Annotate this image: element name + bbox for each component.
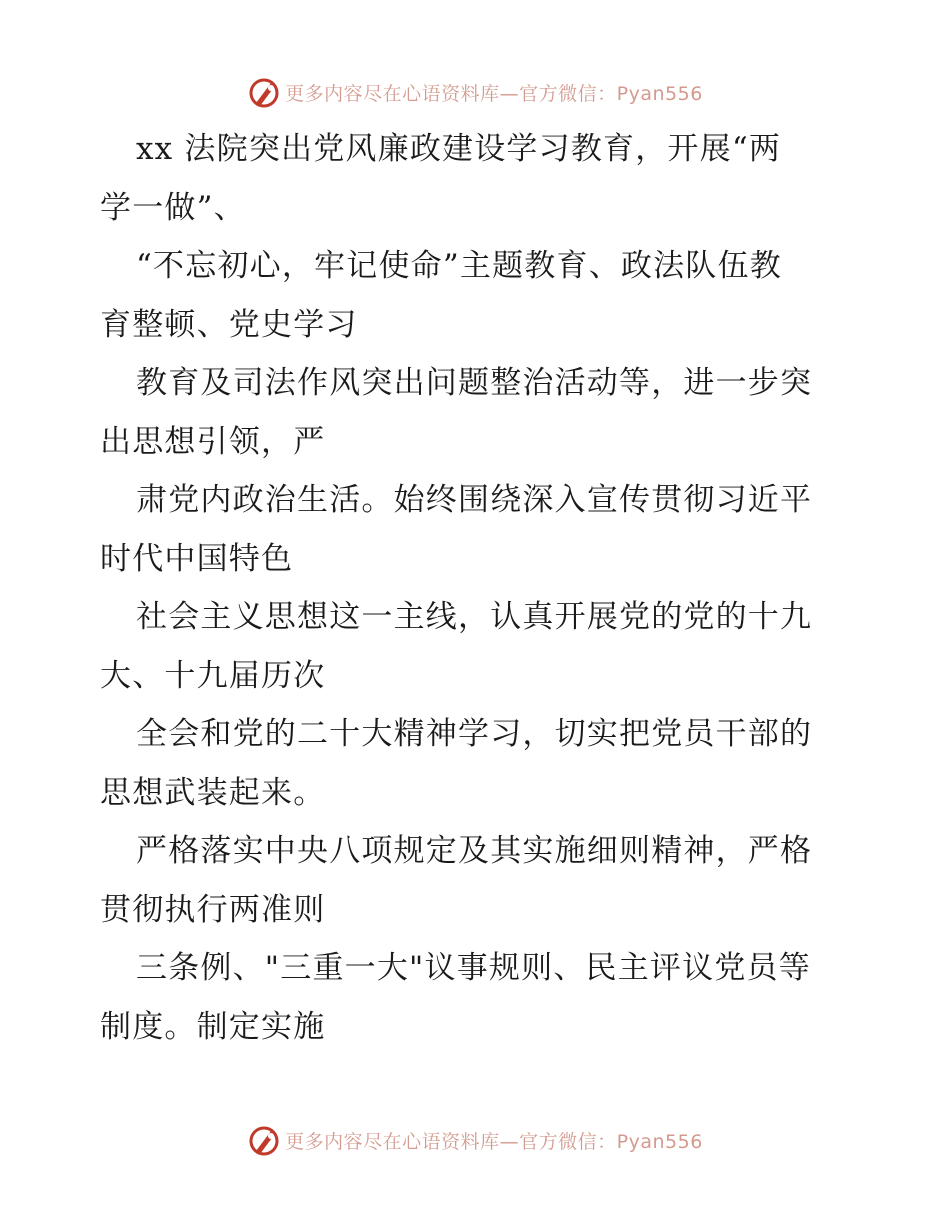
body-line: “不忘初心，牢记使命”主题教育、政法队伍教 [136, 248, 782, 284]
body-line: 育整顿、党史学习 [100, 306, 358, 343]
body-line: 出思想引领，严 [100, 423, 326, 460]
body-line: 严格落实中央八项规定及其实施细则精神，严格 [136, 833, 813, 869]
document-body [100, 120, 860, 1056]
body-line: xx 法院突出党风廉政建设学习教育，开展“两 [136, 131, 782, 167]
body-line: 社会主义思想这一主线，认真开展党的党的十九 [136, 599, 813, 635]
body-line: 时代中国特色 [100, 540, 294, 577]
body-line: 教育及司法作风突出问题整治活动等，进一步突 [136, 365, 813, 401]
pen-logo-icon [247, 75, 281, 109]
body-line: 制度。制定实施 [100, 1008, 326, 1045]
body-line: 贯彻执行两准则 [100, 891, 326, 928]
body-line: 三条例、"三重一大"议事规则、民主评议党员等 [136, 950, 811, 986]
body-line: 全会和党的二十大精神学习，切实把党员干部的 [136, 716, 813, 752]
footer-watermark-text: 更多内容尽在心语资料库—官方微信：Pyan556 [285, 1130, 703, 1153]
header-watermark-banner [0, 72, 950, 112]
footer-watermark-banner [0, 1120, 950, 1160]
pen-logo-icon [247, 1123, 281, 1157]
body-line: 肃党内政治生活。始终围绕深入宣传贯彻习近平 [136, 482, 813, 518]
body-line: 大、十九届历次 [100, 657, 326, 694]
body-line: 学一做”、 [100, 189, 246, 226]
header-watermark-text: 更多内容尽在心语资料库—官方微信：Pyan556 [285, 82, 703, 105]
body-line: 思想武装起来。 [100, 774, 326, 811]
